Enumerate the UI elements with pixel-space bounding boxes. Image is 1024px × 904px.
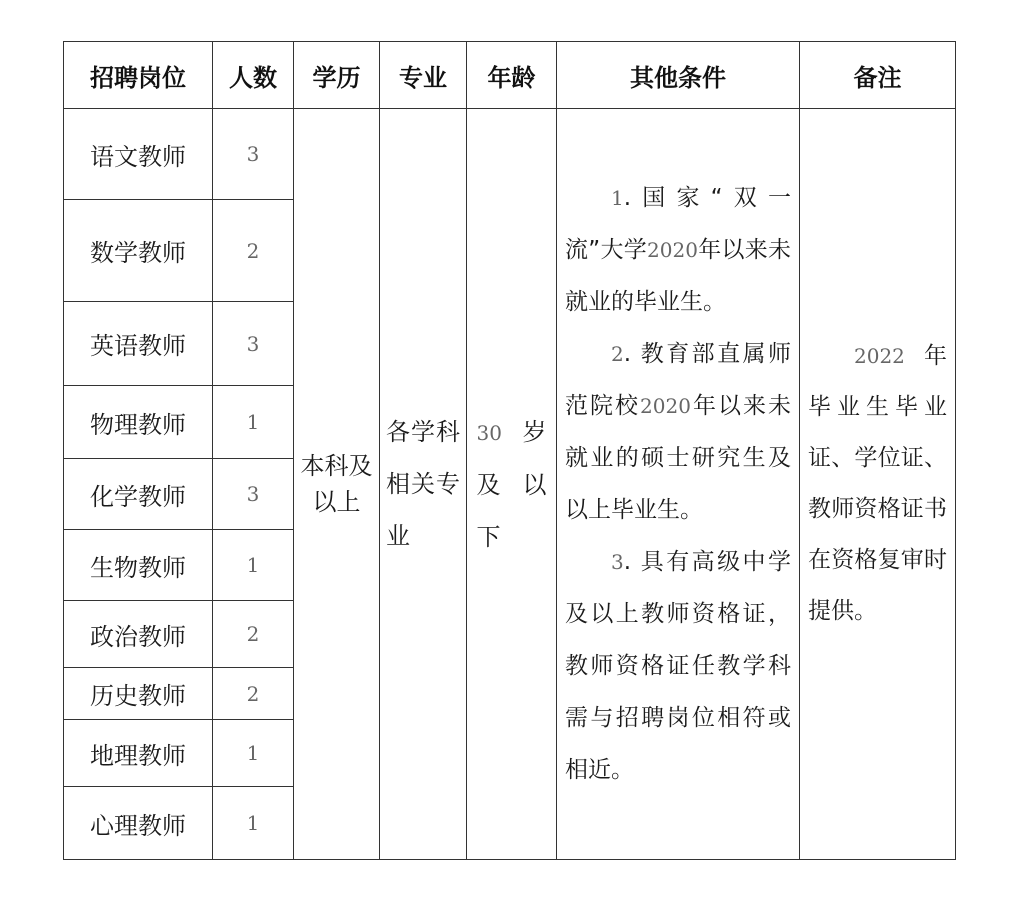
header-row [64, 42, 956, 109]
condition-3 [565, 536, 791, 796]
age-requirement [467, 109, 557, 860]
education-text: 本科及以上 [300, 452, 373, 516]
position-title: 语文教师 [64, 109, 213, 200]
header-count: 人数 [213, 42, 294, 109]
header-education: 学历 [294, 42, 380, 109]
header-major: 专业 [380, 42, 467, 109]
position-title: 历史教师 [64, 668, 213, 720]
position-count: 3 [213, 459, 294, 530]
position-title: 英语教师 [64, 302, 213, 386]
condition-3-number: 3 [611, 550, 624, 574]
header-age: 年龄 [467, 42, 557, 109]
position-title: 政治教师 [64, 601, 213, 668]
condition-1-tail: 年以来未就业的毕业生。 [565, 237, 792, 315]
major-requirement [380, 109, 467, 860]
position-title: 化学教师 [64, 459, 213, 530]
age-number: 30 [476, 420, 502, 445]
position-count: 1 [213, 720, 294, 787]
position-title: 物理教师 [64, 386, 213, 459]
remarks [800, 109, 956, 860]
other-conditions [557, 109, 800, 860]
condition-2-text: . 教育部直属师范院校 [565, 341, 791, 419]
header-position: 招聘岗位 [64, 42, 213, 109]
age-text [477, 406, 547, 563]
position-title: 数学教师 [64, 200, 213, 302]
table-row [64, 109, 956, 200]
remarks-text [808, 331, 947, 637]
condition-1-text: .国家“双一流”大学 [565, 185, 791, 263]
conditions-block [565, 172, 791, 796]
condition-2-year: 2020 [640, 394, 691, 418]
position-count: 2 [213, 601, 294, 668]
position-title: 生物教师 [64, 530, 213, 601]
position-count: 3 [213, 302, 294, 386]
condition-1-number: 1 [611, 186, 624, 210]
age-suffix: 岁及以下 [476, 417, 547, 551]
position-count: 2 [213, 668, 294, 720]
condition-3-text: . 具有高级中学及以上教师资格证，教师资格证任教学科需与招聘岗位相符或相近。 [565, 549, 791, 783]
recruitment-table [63, 41, 956, 860]
header-conditions: 其他条件 [557, 42, 800, 109]
position-count: 1 [213, 787, 294, 860]
position-count: 1 [213, 386, 294, 459]
condition-2-tail: 年以来未就业的硕士研究生及以上毕业生。 [565, 393, 792, 523]
remarks-body: 年毕业生毕业证、学位证、教师资格证书在资格复审时提供。 [808, 343, 947, 624]
remarks-year: 2022 [854, 344, 905, 368]
position-count: 2 [213, 200, 294, 302]
header-notes: 备注 [800, 42, 956, 109]
condition-1-year: 2020 [647, 238, 698, 262]
condition-2 [565, 328, 791, 536]
position-title: 心理教师 [64, 787, 213, 860]
position-title: 地理教师 [64, 720, 213, 787]
education-requirement [294, 109, 380, 860]
position-count: 1 [213, 530, 294, 601]
major-text: 各学科相关专业 [386, 418, 460, 550]
condition-1 [565, 172, 791, 328]
position-count: 3 [213, 109, 294, 200]
condition-2-number: 2 [611, 342, 624, 366]
